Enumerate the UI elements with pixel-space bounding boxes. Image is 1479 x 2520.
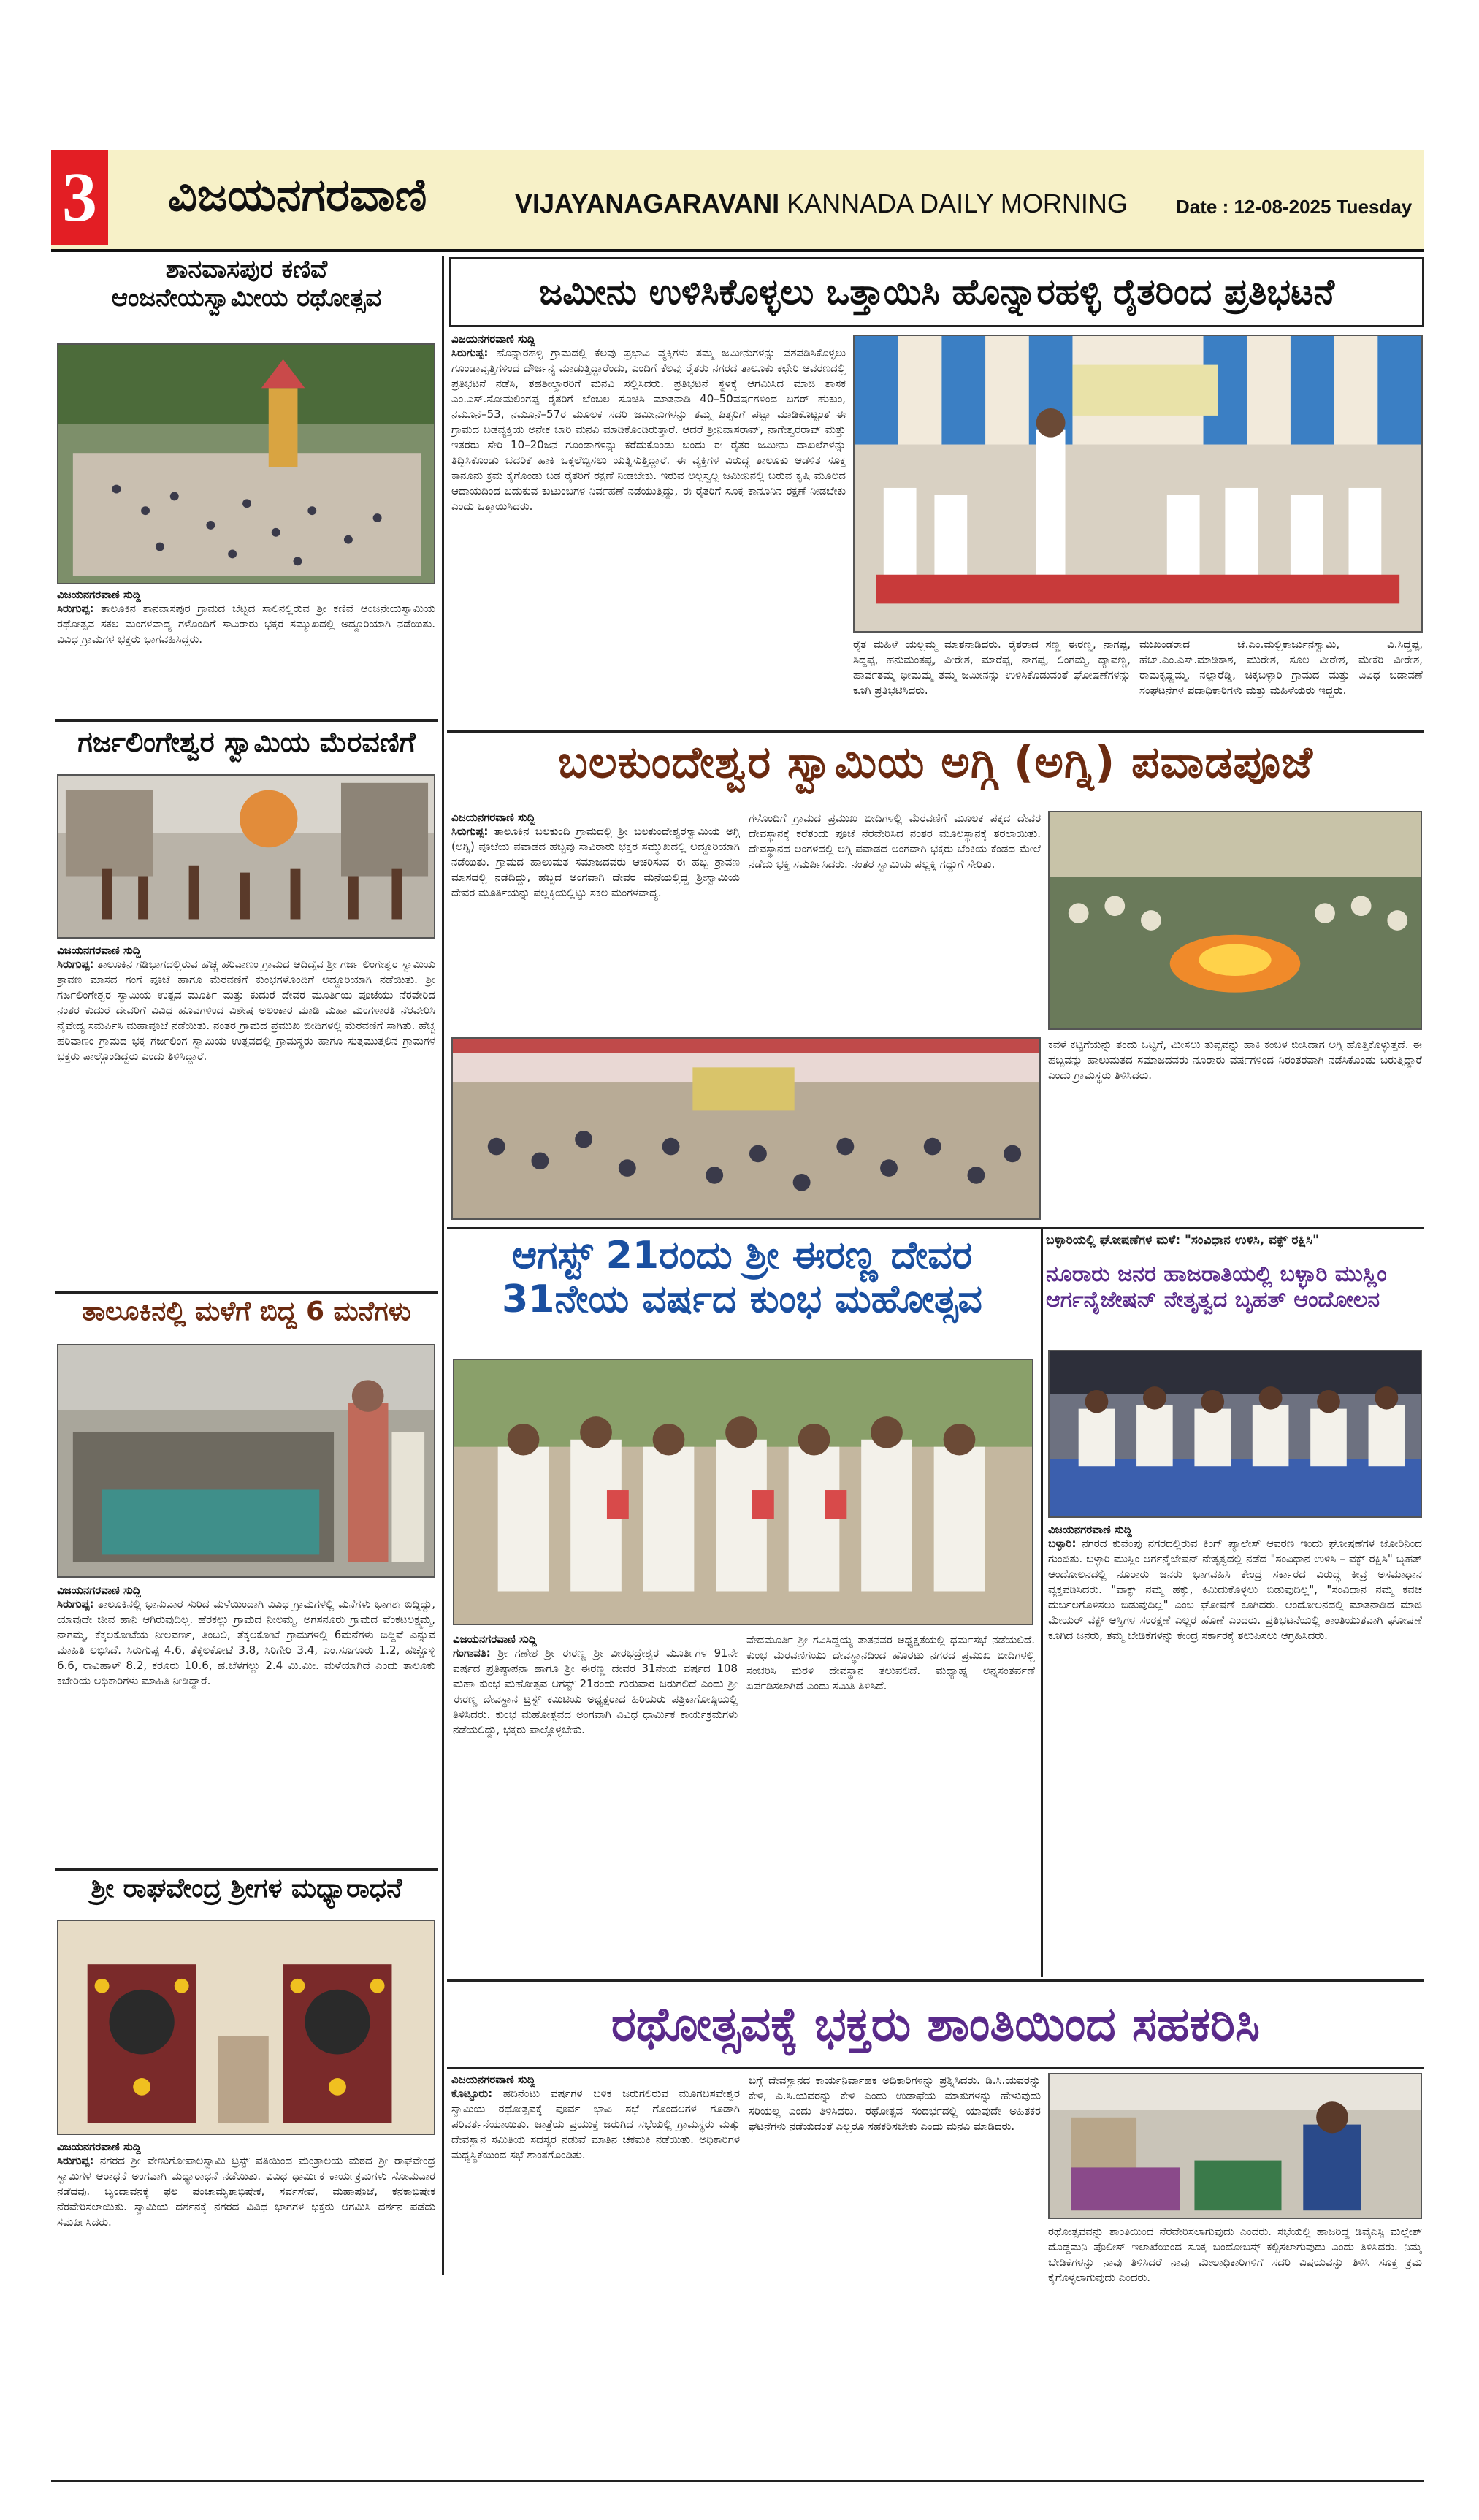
anjaneya-place: ಸಿರುಗುಪ್ಪ: xyxy=(57,602,94,615)
title-english: VIJAYANAGARAVANI xyxy=(515,188,780,218)
garjalingeshwara-body-text: ತಾಲೂಕಿನ ಗಡಿಭಾಗದಲ್ಲಿರುವ ಹೆಚ್ಚ ಹರಿವಾಣಂ ಗ್ರಾಮದ ಆದಿದೈವ ಶ್ರೀ ಗರ್ಜ ಲಿಂಗೇಶ್ವರ ಸ್ವಾಮಿಯ ಶ್ರಾವಣ ಮಾಸದ ಗಂಗೆ ಪೂಜೆ ಹಾಗೂ ಮೆರವಣಿಗೆ ಕುಂಭಗಳೊಂದಿಗೆ ಅದ್ದೂರಿಯಾಗಿ ನಡೆಯಿತು. ಶ್ರೀ ಗರ್ಜಲಿಂಗೇಶ್ವರ ಸ್ವಾಮಿಯ ಉತ್ಸವ ಮೂರ್ತಿ ಮತ್ತು ಕುದುರೆ ದೇವರ ಮೂರ್ತಿಯ ಪೂಜೆಯು ನೆರವೇರಿದ ನಂತರ ಕುದುರೆ ದೇವರಿಗೆ ವಿವಿಧ ಹೂವಗಳಿಂದ ವಿಶೇಷ ಅಲಂಕಾರ ಮಾಡಿ ಮಹಾ ಮಂಗಳಾರತಿ ನೆರವೇರಿಸಿ ನೈವೇದ್ಯ ಸಮರ್ಪಿಸಿ ಮಹಾಪೂಜೆ ನಡೆಯಿತು. ನಂತರ ಗ್ರಾಮದ ಪ್ರಮುಖ ಬೀದಿಗಳಲ್ಲಿ ಮೆರವಣಿಗೆ ಸಾಗಿತು. ಹೆಚ್ಚ ಹರಿವಾಣಂ ಗ್ರಾಮದ ಭಕ್ತ ಗರ್ಜಲಿಂಗ ಸ್ವಾಮಿಯ ಉತ್ಸವದಲ್ಲಿ ಗ್ರಾಮಸ್ಥರು ಹಾಗೂ ಸುತ್ತಮುತ್ತಲಿನ ಗ್ರಾಮಗಳ ಭಕ್ತರು ಪಾಲ್ಗೊಂಡಿದ್ದರು ಎಂದು ತಿಳಿಸಿದ್ದಾರೆ. xyxy=(57,958,435,1063)
farmers-caption-right xyxy=(1139,637,1423,725)
balakundeshwara-article-col3 xyxy=(1048,1037,1422,1220)
rathotsava-dateline: ವಿಜಯನಗರವಾಣಿ ಸುದ್ದಿ xyxy=(451,2073,535,2086)
anjaneya-headline-line2: ಆಂಜನೇಯಸ್ವಾಮೀಯ ರಥೋತ್ಸವ xyxy=(111,283,382,313)
balakundeshwara-body-1 xyxy=(451,824,740,1021)
eeranna-article-col1 xyxy=(453,1633,738,1976)
newspaper-title-english xyxy=(515,188,1128,219)
farmers-body-text: ಹೊನ್ನಾರಹಳ್ಳಿ ಗ್ರಾಮದಲ್ಲಿ ಕೆಲವು ಪ್ರಭಾವಿ ವ್ಯಕ್ತಿಗಳು ತಮ್ಮ ಜಮೀನುಗಳನ್ನು ವಶಪಡಿಸಿಕೊಳ್ಳಲು ಗೂಂಡಾವೃತ್ತಿಗಳಿಂದ ದೌರ್ಜನ್ಯ ಮಾಡುತ್ತಿದ್ದಾರೆಂದು, ಎಂದಿಗೆ ಕೆಲವು ರೈತರು ನಗರದ ತಾಲೂಕು ಕಛೇರಿ ಆವರಣದಲ್ಲಿ ಪ್ರತಿಭಟನೆ ನಡೆಸಿ, ತಹಶೀಲ್ದಾರರಿಗೆ ಮನವಿ ಸಲ್ಲಿಸಿದರು. ಪ್ರತಿಭಟನೆ ಸ್ಥಳಕ್ಕೆ ಆಗಮಿಸಿದ ಮಾಜಿ ಶಾಸಕ ಎಂ.ಎಸ್.ಸೋಮಲಿಂಗಪ್ಪ ರೈತರಿಗೆ ಬೆಂಬಲ ಸೂಚಿಸಿ ಮಾತನಾಡಿ 40–50ವರ್ಷಗಳಿಂದ ಬಗರ್ ಹುಕುಂ, ನಮೂನೆ–53, ನಮೂನೆ–57ರ ಮೂಲಕ ಸದರಿ ಜಮೀನುಗಳನ್ನು ತಮ್ಮ ಪಿತೃರಿಗೆ ಪಟ್ಟಾ ಮಾಡಿಕೊಟ್ಟಂತೆ ಈ ಗ್ರಾಮದ ಬಡವ್ಯಕ್ತಿಯ ಅನೇಕ ಬಾರಿ ಮನವಿ ಮಾಡಿಕೊಂಡಿರುತ್ತಾರೆ. ಆದರೆ ಶ್ರೀನಿವಾಸರಾವ್, ನಾಗೇಶ್ವರರಾವ್ ಮತ್ತು ಇತರರು ಸೇರಿ 10–20ಜನ ಗೂಂಡಾಗಳನ್ನು ಕರೆದುಕೊಂಡು ಬಂದು ಈ ರೈತರ ಜಮೀನು ದಾಖಲೆಗಳನ್ನು ತಿದ್ದಿಸಿಕೊಂಡು ಬೆದರಿಕೆ ಹಾಕಿ ಒಕ್ಕಲೆಬ್ಬಿಸಲು ಯತ್ನಿಸುತ್ತಿದ್ದಾರೆ. ಈ ವ್ಯಕ್ತಿಗಳ ವಿರುದ್ಧ ತಾಲೂಕು ಆಡಳಿತ ಸೂಕ್ತ ಕಾನೂನು ಕ್ರಮ ಕೈಗೊಂಡು ಬಡ ರೈತರಿಗೆ ರಕ್ಷಣೆ ನೀಡಬೇಕು. ಇರುವ ಅಲ್ಪಸ್ವಲ್ಪ ಜಮೀನಿನಲ್ಲಿ ಬರುವ ಕೃಷಿ ಮೂಲದ ಆದಾಯದಿಂದ ಬದುಕುವ ಕುಟುಂಬಗಳ ನಿರ್ವಹಣೆ ನಡೆಯುತ್ತಿದ್ದು, ಈ ರೈತರಿಗೆ ಸೂಕ್ತ ಕಾನೂನಿನ ರಕ್ಷಣೆ ನೀಡಬೇಕು ಎಂದು ಒತ್ತಾಯಿಸಿದರು. xyxy=(451,346,846,513)
balakundeshwara-body-3: ಕವಳೆ ಕಟ್ಟಿಗೆಯನ್ನು ತಂದು ಒಟ್ಟಿಗೆ, ಮೀಸಲು ತುಪ್ಪವನ್ನು ಹಾಕಿ ಕಂಬಳ ಬೀಸಿದಾಗ ಅಗ್ಗಿ ಹೊತ್ತಿಕೊಳ್ಳುತ್ತದೆ. ಈ ಹಬ್ಬವನ್ನು ಹಾಲುಮತದ ಸಮಾಜದವರು ನೂರಾರು ವರ್ಷಗಳಿಂದ ನಿರಂತರವಾಗಿ ನಡೆಸಿಕೊಂಡು ಬರುತ್ತಿದ್ದಾರೆ ಎಂದು ಗ್ರಾಮಸ್ಥರು ತಿಳಿಸಿದರು. xyxy=(1048,1038,1422,1082)
rain-dateline: ವಿಜಯನಗರವಾಣಿ ಸುದ್ದಿ xyxy=(57,1584,141,1597)
farmers-caption-left-text: ರೈತ ಮಹಿಳೆ ಯಲ್ಲಮ್ಮ ಮಾತನಾಡಿದರು. ರೈತರಾದ ಸಣ್ಣ ಈರಣ್ಣ, ನಾಗಪ್ಪ, ಸಿದ್ದಪ್ಪ, ಹನುಮಂತಪ್ಪ, ವೀರೇಶ, ಮಾರೆಪ್ಪ, ನಾಗಪ್ಪ, ಲಿಂಗಮ್ಮ, ದ್ಯಾವಣ್ಣ, ಹಾರ್ವತಮ್ಮ ಭೀಮಮ್ಮ ತಮ್ಮ ಜಮೀನನ್ನು ಉಳಿಸಿಕೊಡುವಂತೆ ಘೋಷಣೆಗಳನ್ನು ಕೂಗಿ ಪ್ರತಿಭಟಿಸಿದರು. xyxy=(853,638,1131,697)
balakundeshwara-body-2: ಗಳೊಂದಿಗೆ ಗ್ರಾಮದ ಪ್ರಮುಖ ಬೀದಿಗಳಲ್ಲಿ ಮೆರವಣಿಗೆ ಮೂಲಕ ಪಕ್ಕದ ದೇವರ ದೇವಸ್ಥಾನಕ್ಕೆ ಕರೆತಂದು ಪೂಜೆ ನೆರವೇರಿಸಿದ ನಂತರ ಮೂಲಸ್ಥಾನಕ್ಕೆ ತರಲಾಯಿತು. ದೇವಸ್ಥಾನದ ಅಂಗಳದಲ್ಲಿ ಅಗ್ಗಿ ಪವಾಡದ ಅಂಗವಾಗಿ ಭಕ್ತರು ಬೆಂಕಿಯ ಕೆಂಡದ ಮೇಲೆ ನಡೆದು ಭಕ್ತಿ ಸಮರ್ಪಿಸಿದರು. ನಂತರ ಸ್ವಾಮಿಯ ಪಲ್ಲಕ್ಕಿ ಗದ್ದುಗೆ ಸೇರಿತು. xyxy=(749,812,1041,871)
ballari-place: ಬಳ್ಳಾರಿ: xyxy=(1048,1537,1077,1550)
eeranna-headline-line2: 31ನೇಯ ವರ್ಷದ ಕುಂಭ ಮಹೋತ್ಸವ xyxy=(502,1277,982,1321)
balakundeshwara-headline: ಬಲಕುಂದೇಶ್ವರ ಸ್ವಾಮಿಯ ಅಗ್ಗಿ (ಅಗ್ನಿ) ಪವಾಡಪೂಜೆ xyxy=(558,737,1313,788)
rain-body xyxy=(57,1597,435,1856)
ballari-kicker: ಬಳ್ಳಾರಿಯಲ್ಲಿ ಘೋಷಣೆಗಳ ಮಳೆ: "ಸಂವಿಧಾನ ಉಳಿಸಿ, ವಕ್ಫ್ ರಕ್ಷಿಸಿ" xyxy=(1046,1233,1319,1248)
ballari-headline-line2: ಆರ್ಗನೈಜೇಷನ್ ನೇತೃತ್ವದ ಬೃಹತ್ ಆಂದೋಲನ xyxy=(1046,1286,1380,1313)
rain-photo xyxy=(57,1344,435,1578)
ballari-body xyxy=(1048,1536,1422,1967)
rain-place: ಸಿರುಗುಪ್ಪ: xyxy=(57,1597,94,1611)
eeranna-headline xyxy=(447,1234,1037,1355)
raghavendra-body-text: ನಗರದ ಶ್ರೀ ವೇಣುಗೋಪಾಲಸ್ವಾಮಿ ಟ್ರಸ್ಟ್ ವತಿಯಿಂದ ಮಂತ್ರಾಲಯ ಮಠದ ಶ್ರೀ ರಾಘವೇಂದ್ರ ಸ್ವಾಮಿಗಳ ಆರಾಧನೆ ಅಂಗವಾಗಿ ಮಧ್ಯಾರಾಧನೆ ನಡೆಯಿತು. ವಿವಿಧ ಧಾರ್ಮಿಕ ಕಾರ್ಯಕ್ರಮಗಳು ಸೋಮವಾರ ನಡೆದವು. ಬೃಂದಾವನಕ್ಕೆ ಫಲ ಪಂಚಾಮೃತಾಭಿಷೇಕ, ಸರ್ವಸೇವೆ, ಮಹಾಪೂಜೆ, ಕನಕಾಭಿಷೇಕ ನೆರವೇರಿಸಲಾಯಿತು. ಸ್ವಾಮಿಯ ದರ್ಶನಕ್ಕೆ ನಗರದ ವಿವಿಧ ಭಾಗಗಳ ಭಕ್ತರು ಆಗಮಿಸಿ ದರ್ಶನ ಪಡೆದು ಸಮರ್ಪಿಸಿದರು. xyxy=(57,2154,435,2229)
farmers-caption-left xyxy=(853,637,1131,725)
rathotsava-article-col2 xyxy=(749,2073,1041,2467)
garjalingeshwara-photo xyxy=(57,774,435,939)
balakundeshwara-article-col2 xyxy=(749,811,1041,1030)
divider xyxy=(55,1291,438,1294)
rain-body-text: ತಾಲೂಕಿನಲ್ಲಿ ಭಾನುವಾರ ಸುರಿದ ಮಳೆಯಿಂದಾಗಿ ವಿವಿಧ ಗ್ರಾಮಗಳಲ್ಲಿ ಮನೆಗಳು ಭಾಗಶಃ ಬಿದ್ದಿದ್ದು, ಯಾವುದೇ ಜೀವ ಹಾನಿ ಆಗಿರುವುದಿಲ್ಲ. ಹೆರಕಲ್ಲು ಗ್ರಾಮದ ನೀಲಮ್ಮ, ಅಗಸನೂರು ಗ್ರಾಮದ ವೆಂಕಟಲಕ್ಷ್ಮಮ್ಮ, ನಾಗಮ್ಮ, ಕೆಕ್ಕಲಕೋಟೆಯ ನೀಲವರ್ಣ, ತಿಂಬಲಿ, ತೆಕ್ಕಲಕೋಟೆ ಗ್ರಾಮಗಳಲ್ಲಿ 6ಮನೆಗಳು ಬಿದ್ದಿವೆ ಎನ್ನುವ ಮಾಹಿತಿ ಲಭಿಸಿದೆ. ಸಿರುಗುಪ್ಪ 4.6, ತೆಕ್ಕಲಕೋಟೆ 3.8, ಸಿರಿಗೇರಿ 3.4, ಎಂ.ಸೂಗೂರು 1.2, ಹಚ್ಚೊಳ್ಳಿ 6.6, ರಾವಿಹಾಳ್ 8.2, ಕರೂರು 10.6, ಹ.ಬೆಳಗಲ್ಲು 2.4 ಮಿ.ಮೀ. ಮಳೆಯಾಗಿದೆ ಎಂದು ತಾಲೂಕು ಕಚೇರಿಯ ಅಧಿಕಾರಿಗಳು ಮಾಹಿತಿ ನೀಡಿದ್ದಾರೆ. xyxy=(57,1597,435,1687)
rathotsava-place: ಕೊಟ್ಟೂರು: xyxy=(451,2087,493,2100)
eeranna-article-col2 xyxy=(746,1633,1035,1976)
anjaneya-headline-line1: ಶಾನವಾಸಪುರ ಕಣಿವೆ xyxy=(165,255,328,284)
garjalingeshwara-headline: ಗರ್ಜಲಿಂಗೇಶ್ವರ ಸ್ವಾಮಿಯ ಮೆರವಣಿಗೆ xyxy=(77,726,416,758)
ballari-headline xyxy=(1046,1262,1422,1346)
raghavendra-photo xyxy=(57,1920,435,2135)
rathotsava-headline: ರಥೋತ್ಸವಕ್ಕೆ ಭಕ್ತರು ಶಾಂತಿಯಿಂದ ಸಹಕರಿಸಿ xyxy=(611,1998,1260,2052)
tagline: KANNADA DAILY MORNING xyxy=(787,188,1128,218)
eeranna-photo xyxy=(453,1359,1033,1625)
ballari-dateline: ವಿಜಯನಗರವಾಣಿ ಸುದ್ದಿ xyxy=(1048,1523,1132,1536)
eeranna-dateline: ವಿಜಯನಗರವಾಣಿ ಸುದ್ದಿ xyxy=(453,1633,537,1646)
raghavendra-headline: ಶ್ರೀ ರಾಘವೇಂದ್ರ ಶ್ರೀಗಳ ಮಧ್ಯಾರಾಧನೆ xyxy=(91,1874,402,1904)
farmers-article xyxy=(451,332,846,727)
ballari-article xyxy=(1048,1523,1422,1976)
ballari-headline-line1: ನೂರಾರು ಜನರ ಹಾಜರಾತಿಯಲ್ಲಿ ಬಳ್ಳಾರಿ ಮುಸ್ಲಿಂ xyxy=(1046,1261,1387,1287)
farmers-place: ಸಿರುಗುಪ್ಪ: xyxy=(451,346,489,359)
raghavendra-article xyxy=(57,2140,435,2429)
anjaneya-article xyxy=(57,588,435,716)
ballari-body-text: ನಗರದ ಕುವೆಂಪು ನಗರದಲ್ಲಿರುವ ಕಿಂಗ್ ಪ್ಯಾಲೇಸ್ ಆವರಣ ಇಂದು ಘೋಷಣೆಗಳ ಜೋರಿನಿಂದ ಗುಂಜಿತು. ಬಳ್ಳಾರಿ ಮುಸ್ಲಿಂ ಆರ್ಗನೈಜೇಷನ್ ನೇತೃತ್ವದಲ್ಲಿ ನಡೆದ "ಸಂವಿಧಾನ ಉಳಿಸಿ – ವಕ್ಫ್ ರಕ್ಷಿಸಿ" ಬೃಹತ್ ಆಂದೋಲನದಲ್ಲಿ ನೂರಾರು ಜನರು ಭಾಗವಹಿಸಿ ಕೇಂದ್ರ ಸರ್ಕಾರದ ವಿರುದ್ಧ ಕೀವ್ರ ಅಸಮಾಧಾನ ವ್ಯಕ್ತಪಡಿಸಿದರು. "ವಾಕ್ಫ್ ನಮ್ಮ ಹಕ್ಕು, ಕಿಮಿದುಕೊಳ್ಳಲು ಬಿಡುವುದಿಲ್ಲ", "ಸಂವಿಧಾನ ನಮ್ಮ ಕವಚ ದುರ್ಬಲಗೊಳಿಸಲು ಬಿಡುವುದಿಲ್ಲ" ಎಂಬ ಘೋಷಣೆ ಕೂಗಿದರು. ಆಂದೋಲನದಲ್ಲಿ ಮಾತನಾಡಿದ ಮಾಜಿ ಮೇಯರ್ ವಕ್ಫ್ ಆಸ್ತಿಗಳ ಸಂರಕ್ಷಣೆ ಎಲ್ಲರ ಹೊಣೆ ಎಂದರು. ಪ್ರತಿಭಟನೆಯಲ್ಲಿ ಶಾಂತಿಯುತವಾಗಿ ಘೋಷಣೆ ಕೂಗಿದ ಜನರು, ತಮ್ಮ ಬೇಡಿಕೆಗಳನ್ನು ಕೇಂದ್ರ ಸರ್ಕಾರಕ್ಕೆ ತಲುಪಿಸಲು ಆಗ್ರಹಿಸಿದರು. xyxy=(1048,1537,1422,1642)
farmers-caption-right-text: ಮುಖಂಡರಾದ ಜೆ.ಎಂ.ಮಲ್ಲಿಕಾರ್ಜುನಸ್ವಾಮಿ, ವಿ.ಸಿದ್ದಪ್ಪ, ಹೆಚ್.ಎಂ.ಎಸ್.ಮಾಡಿಕಾಶ, ಮುರೇಶ, ಸೂಲ ವೀರೇಶ, ಮೇಕೆರಿ ವೀರೇಶ, ರಾಮಕೃಷ್ಣಮ್ಮ, ನಲ್ಲಾರೆಡ್ಡಿ, ಚಿಕ್ಕಬಳ್ಳಾರಿ ಗ್ರಾಮದ ಮತ್ತು ವಿವಿಧ ಬಡಾವಣೆ ಸಂಘಟನೆಗಳ ಪದಾಧಿಕಾರಿಗಳು ಮತ್ತು ಮಹಿಳೆಯರು ಇದ್ದರು. xyxy=(1139,638,1423,697)
divider xyxy=(447,730,1424,733)
rathotsava-article-col3 xyxy=(1048,2224,1422,2469)
divider xyxy=(447,1227,1424,1229)
balakundeshwara-article-col1 xyxy=(451,811,740,1030)
garjalingeshwara-place: ಸಿರುಗುಪ್ಪ: xyxy=(57,958,94,971)
anjaneya-headline xyxy=(55,256,438,343)
garjalingeshwara-article xyxy=(57,944,435,1287)
page-bottom-rule xyxy=(51,2480,1424,2482)
farmers-headline: ಜಮೀನು ಉಳಿಸಿಕೊಳ್ಳಲು ಒತ್ತಾಯಿಸಿ ಹೊನ್ನಾರಹಳ್ಳಿ ರೈತರಿಂದ ಪ್ರತಿಭಟನೆ xyxy=(538,272,1335,313)
balakundeshwara-photo-crowd xyxy=(451,1037,1041,1220)
farmers-dateline: ವಿಜಯನಗರವಾಣಿ ಸುದ್ದಿ xyxy=(451,332,535,345)
column-divider xyxy=(442,256,444,2275)
divider xyxy=(447,2067,1424,2069)
eeranna-place: ಗಂಗಾವತಿ: xyxy=(453,1646,491,1660)
raghavendra-dateline: ವಿಜಯನಗರವಾಣಿ ಸುದ್ದಿ xyxy=(57,2140,141,2153)
rain-headline: ತಾಲೂಕಿನಲ್ಲಿ ಮಳೆಗೆ ಬಿದ್ದ 6 ಮನೆಗಳು xyxy=(82,1297,411,1326)
eeranna-headline-line1: ಆಗಸ್ಟ್ 21ರಂದು ಶ್ರೀ ಈರಣ್ಣ ದೇವರ xyxy=(511,1234,973,1278)
newspaper-title-kannada: ವಿಜಯನಗರವಾಣಿ xyxy=(168,168,427,221)
issue-date: Date : 12-08-2025 Tuesday xyxy=(1176,196,1413,218)
rathotsava-body-2: ಬಗ್ಗೆ ದೇವಸ್ಥಾನದ ಕಾರ್ಯನಿರ್ವಾಹಕ ಅಧಿಕಾರಿಗಳನ್ನು ಪ್ರಶ್ನಿಸಿದರು. ಡಿ.ಸಿ.ಯವರನ್ನು ಕೇಳಿ, ಎ.ಸಿ.ಯವರನ್ನು ಕೇಳಿ ಎಂದು ಉಡಾಫೆಯ ಮಾತುಗಳನ್ನು ಹೇಳುವುದು ಸರಿಯಲ್ಲ ಎಂದು ತಿಳಿಸಿದರು. ರಥೋತ್ಸವ ಸಂದರ್ಭದಲ್ಲಿ ಯಾವುದೇ ಅಹಿತಕರ ಘಟನೆಗಳು ನಡೆಯದಂತೆ ಎಲ್ಲರೂ ಸಹಕರಿಸಬೇಕು ಎಂದು ಮನವಿ ಮಾಡಿದರು. xyxy=(749,2074,1041,2133)
raghavendra-body xyxy=(57,2153,435,2420)
anjaneya-body xyxy=(57,601,435,711)
balakundeshwara-dateline: ವಿಜಯನಗರವಾಣಿ ಸುದ್ದಿ xyxy=(451,811,535,824)
anjaneya-photo xyxy=(57,343,435,584)
balakundeshwara-body-1-text: ತಾಲೂಕಿನ ಬಲಕುಂದಿ ಗ್ರಾಮದಲ್ಲಿ ಶ್ರೀ ಬಲಕುಂದೇಶ್ವರಸ್ವಾಮಿಯ ಅಗ್ಗಿ (ಅಗ್ನಿ) ಪೂಜೆಯ ಪವಾಡದ ಹಬ್ಬವು ಸಾವಿರಾರು ಭಕ್ತರ ಸಮ್ಮುಖದಲ್ಲಿ ಅದ್ದೂರಿಯಾಗಿ ನಡೆಯಿತು. ಗ್ರಾಮದ ಹಾಲುಮತ ಸಮಾಜದವರು ಆಚರಿಸುವ ಈ ಹಬ್ಬ ಶ್ರಾವಣ ಮಾಸದಲ್ಲಿ ನಡೆದಿದ್ದು, ಹಬ್ಬದ ಅಂಗವಾಗಿ ದೇವರ ಮನೆಯಲ್ಲಿದ್ದ ಶ್ರೀಸ್ವಾಮಿಯ ದೇವರ ಮೂರ್ತಿಯನ್ನು ಪಲ್ಲಕ್ಕಿಯಲ್ಲಿಟ್ಟು ಸಕಲ ಮಂಗಳವಾದ್ಯ. xyxy=(451,825,740,899)
balakundeshwara-photo-fire xyxy=(1048,811,1422,1030)
garjalingeshwara-dateline: ವಿಜಯನಗರವಾಣಿ ಸುದ್ದಿ xyxy=(57,944,141,957)
divider xyxy=(55,719,438,722)
balakundeshwara-place: ಸಿರುಗುಪ್ಪ: xyxy=(451,825,489,838)
farmers-photo xyxy=(853,335,1423,633)
rathotsava-body-1 xyxy=(451,2086,740,2459)
anjaneya-body-text: ತಾಲೂಕಿನ ಶಾನವಾಸಪುರ ಗ್ರಾಮದ ಬೆಟ್ಟದ ಸಾಲಿನಲ್ಲಿರುವ ಶ್ರೀ ಕಣಿವೆ ಆಂಜನೇಯಸ್ವಾಮಿಯ ರಥೋತ್ಸವ ಸಕಲ ಮಂಗಳವಾದ್ಯ ಗಳೊಂದಿಗೆ ಸಾವಿರಾರು ಭಕ್ತರ ಸಮ್ಮುಖದಲ್ಲಿ ಅದ್ದೂರಿಯಾಗಿ ನಡೆಯಿತು. ವಿವಿಧ ಗ್ರಾಮಗಳ ಭಕ್ತರು ಭಾಗವಹಿಸಿದ್ದರು. xyxy=(57,602,435,646)
column-divider xyxy=(1041,1229,1043,1977)
rathotsava-photo xyxy=(1048,2073,1422,2219)
divider xyxy=(55,1868,438,1871)
rain-article xyxy=(57,1584,435,1865)
eeranna-body-1 xyxy=(453,1646,738,1967)
raghavendra-place: ಸಿರುಗುಪ್ಪ: xyxy=(57,2154,94,2167)
garjalingeshwara-body xyxy=(57,957,435,1278)
farmers-headline-box xyxy=(449,257,1424,327)
page-number: 3 xyxy=(51,150,108,245)
eeranna-body-1-text: ಶ್ರೀ ಗಣೇಶ ಶ್ರೀ ಈರಣ್ಣ ಶ್ರೀ ವೀರಭದ್ರೇಶ್ವರ ಮೂರ್ತಿಗಳ 91ನೇ ವರ್ಷದ ಪ್ರತಿಷ್ಠಾಪನಾ ಹಾಗೂ ಶ್ರೀ ಈರಣ್ಣ ದೇವರ 31ನೇಯ ವರ್ಷದ 108 ಮಹಾ ಕುಂಭ ಮಹೋತ್ಸವ ಆಗಸ್ಟ್ 21ರಂದು ಗುರುವಾರ ಜರುಗಲಿದೆ ಎಂದು ಶ್ರೀ ಈರಣ್ಣ ದೇವಸ್ಥಾನ ಟ್ರಸ್ಟ್ ಕಮಿಟಿಯ ಅಧ್ಯಕ್ಷರಾದ ಹಿರಿಯರು ಪತ್ರಿಕಾಗೋಷ್ಠಿಯಲ್ಲಿ ತಿಳಿಸಿದರು. ಕುಂಭ ಮಹೋತ್ಸವದ ಅಂಗವಾಗಿ ವಿವಿಧ ಧಾರ್ಮಿಕ ಕಾರ್ಯಕ್ರಮಗಳು ನಡೆಯಲಿದ್ದು, ಭಕ್ತರು ಪಾಲ್ಗೊಳ್ಳಬೇಕು. xyxy=(453,1646,738,1736)
divider xyxy=(447,1979,1424,1982)
ballari-photo xyxy=(1048,1350,1422,1518)
rathotsava-body-1-text: ಹದಿನೆಂಟು ವರ್ಷಗಳ ಬಳಿಕ ಜರುಗಲಿರುವ ಮೂಗಬಸವೇಶ್ವರ ಸ್ವಾಮಿಯ ರಥೋತ್ಸವಕ್ಕೆ ಪೂರ್ವ ಭಾವಿ ಸಭೆ ಗೊಂದಲಗಳ ಗೂಡಾಗಿ ಪರಿವರ್ತನೆಯಾಯಿತು. ಜಾತ್ರೆಯ ಪ್ರಯುಕ್ತ ಜರುಗಿದ ಸಭೆಯಲ್ಲಿ ಗ್ರಾಮಸ್ಥರು ಮತ್ತು ದೇವಸ್ಥಾನ ಸಮಿತಿಯ ಸದಸ್ಯರ ನಡುವೆ ಮಾತಿನ ಚಕಮಕಿ ನಡೆಯಿತು. ಅಧಿಕಾರಿಗಳ ಮಧ್ಯಸ್ಥಿಕೆಯಿಂದ ಸಭೆ ಶಾಂತಗೊಂಡಿತು. xyxy=(451,2087,740,2161)
eeranna-body-2: ವೇದಮೂರ್ತಿ ಶ್ರೀ ಗವಿಸಿದ್ದಯ್ಯ ತಾತನವರ ಅಧ್ಯಕ್ಷತೆಯಲ್ಲಿ ಧರ್ಮಸಭೆ ನಡೆಯಲಿದೆ. ಕುಂಭ ಮೆರವಣಿಗೆಯು ದೇವಸ್ಥಾನದಿಂದ ಹೊರಟು ನಗರದ ಪ್ರಮುಖ ಬೀದಿಗಳಲ್ಲಿ ಸಂಚರಿಸಿ ಮರಳಿ ದೇವಸ್ಥಾನ ತಲುಪಲಿದೆ. ಮಧ್ಯಾಹ್ನ ಅನ್ನಸಂತರ್ಪಣೆ ಏರ್ಪಡಿಸಲಾಗಿದೆ ಎಂದು ಸಮಿತಿ ತಿಳಿಸಿದೆ. xyxy=(746,1633,1035,1692)
rathotsava-body-3: ರಥೋತ್ಸವವನ್ನು ಶಾಂತಿಯಿಂದ ನೆರವೇರಿಸಲಾಗುವುದು ಎಂದರು. ಸಭೆಯಲ್ಲಿ ಹಾಜರಿದ್ದ ಡಿವೈಎಸ್ಪಿ ಮಲ್ಲೇಶ್ ದೊಡ್ಡಮನಿ ಪೊಲೀಸ್ ಇಲಾಖೆಯಿಂದ ಸೂಕ್ತ ಬಂದೋಬಸ್ತ್ ಕಲ್ಪಿಸಲಾಗುವುದು ಎಂದು ತಿಳಿಸಿದರು. ನಿಮ್ಮ ಬೇಡಿಕೆಗಳನ್ನು ನಾವು ತಿಳಿಸಿದರೆ ನಾವು ಮೇಲಾಧಿಕಾರಿಗಳಿಗೆ ಸದರಿ ವಿಷಯವನ್ನು ತಿಳಿಸಿ ಸೂಕ್ತ ಕ್ರಮ ಕೈಗೊಳ್ಳಲಾಗುವುದು ಎಂದರು. xyxy=(1048,2225,1422,2284)
rathotsava-article-col1 xyxy=(451,2073,740,2467)
farmers-body xyxy=(451,345,846,722)
anjaneya-dateline: ವಿಜಯನಗರವಾಣಿ ಸುದ್ದಿ xyxy=(57,588,141,601)
